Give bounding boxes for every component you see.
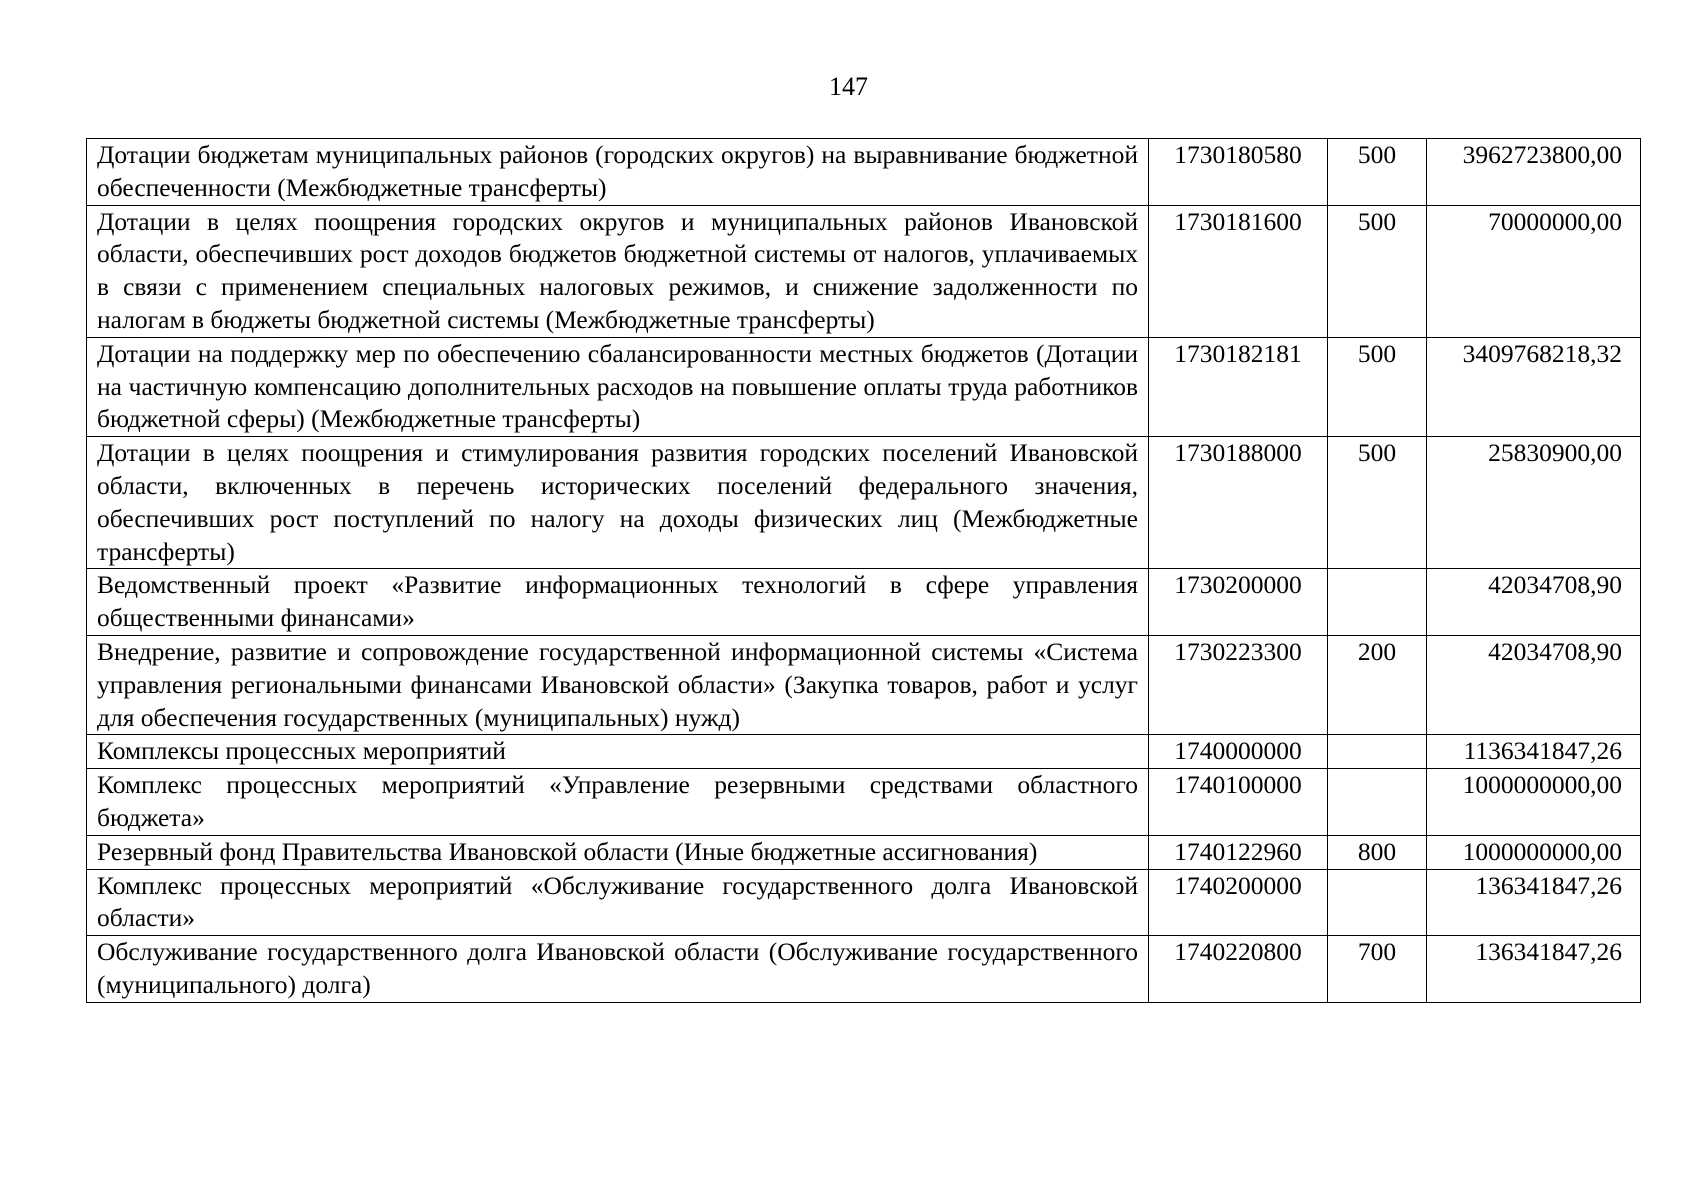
- row-amount: 1000000000,00: [1427, 835, 1641, 869]
- row-target-code: 1740200000: [1149, 869, 1328, 936]
- row-target-code: 1730200000: [1149, 569, 1328, 636]
- row-amount: 70000000,00: [1427, 205, 1641, 337]
- row-expense-type: 200: [1328, 635, 1427, 734]
- row-expense-type: [1328, 569, 1427, 636]
- table-row: [87, 337, 1641, 436]
- row-target-code: 1740122960: [1149, 835, 1328, 869]
- row-target-code: 1730223300: [1149, 635, 1328, 734]
- row-expense-type: 500: [1328, 205, 1427, 337]
- table-row: [87, 835, 1641, 869]
- budget-table: [86, 138, 1641, 1003]
- row-description: Дотации бюджетам муниципальных районов (городских округов) на выравнивание бюджетной обеспеченности (Межбюджетные трансферты): [87, 139, 1149, 206]
- row-description: Комплекс процессных мероприятий «Управление резервными средствами областного бюджета»: [87, 769, 1149, 836]
- row-expense-type: 500: [1328, 337, 1427, 436]
- row-expense-type: 500: [1328, 437, 1427, 569]
- row-target-code: 1740100000: [1149, 769, 1328, 836]
- table-row: [87, 437, 1641, 569]
- row-description: Обслуживание государственного долга Ивановской области (Обслуживание государственного (муниципального) долга): [87, 936, 1149, 1003]
- row-amount: 136341847,26: [1427, 936, 1641, 1003]
- row-target-code: 1740220800: [1149, 936, 1328, 1003]
- row-description: Ведомственный проект «Развитие информационных технологий в сфере управления общественными финансами»: [87, 569, 1149, 636]
- row-target-code: 1730188000: [1149, 437, 1328, 569]
- row-description: Дотации в целях поощрения городских округов и муниципальных районов Ивановской области, обеспечивших рост доходов бюджетов бюджетной системы от налогов, уплачиваемых в связи с применением специальных налоговых режимов, и снижение задолженности по налогам в бюджеты бюджетной системы (Межбюджетные трансферты): [87, 205, 1149, 337]
- table-row: [87, 635, 1641, 734]
- row-target-code: 1740000000: [1149, 735, 1328, 769]
- row-amount: 42034708,90: [1427, 569, 1641, 636]
- row-target-code: 1730180580: [1149, 139, 1328, 206]
- row-amount: 25830900,00: [1427, 437, 1641, 569]
- table-row: [87, 936, 1641, 1003]
- table-row: [87, 869, 1641, 936]
- table-row: [87, 139, 1641, 206]
- page-number: 147: [829, 72, 868, 101]
- row-expense-type: 500: [1328, 139, 1427, 206]
- row-amount: 136341847,26: [1427, 869, 1641, 936]
- row-amount: 1136341847,26: [1427, 735, 1641, 769]
- table-row: [87, 569, 1641, 636]
- row-amount: 42034708,90: [1427, 635, 1641, 734]
- row-amount: 3409768218,32: [1427, 337, 1641, 436]
- row-description: Комплекс процессных мероприятий «Обслуживание государственного долга Ивановской области»: [87, 869, 1149, 936]
- row-expense-type: 700: [1328, 936, 1427, 1003]
- table-row: [87, 735, 1641, 769]
- row-description: Комплексы процессных мероприятий: [87, 735, 1149, 769]
- table-row: [87, 205, 1641, 337]
- row-target-code: 1730181600: [1149, 205, 1328, 337]
- row-description: Дотации на поддержку мер по обеспечению сбалансированности местных бюджетов (Дотации на частичную компенсацию дополнительных расходов на повышение оплаты труда работников бюджетной сферы) (Межбюджетные трансферты): [87, 337, 1149, 436]
- row-description: Внедрение, развитие и сопровождение государственной информационной системы «Система управления региональными финансами Ивановской области» (Закупка товаров, работ и услуг для обеспечения государственных (муниципальных) нужд): [87, 635, 1149, 734]
- row-description: Дотации в целях поощрения и стимулирования развития городских поселений Ивановской области, включенных в перечень исторических поселений федерального значения, обеспечивших рост поступлений по налогу на доходы физических лиц (Межбюджетные трансферты): [87, 437, 1149, 569]
- row-expense-type: [1328, 769, 1427, 836]
- row-description: Резервный фонд Правительства Ивановской области (Иные бюджетные ассигнования): [87, 835, 1149, 869]
- row-target-code: 1730182181: [1149, 337, 1328, 436]
- row-expense-type: [1328, 735, 1427, 769]
- row-amount: 1000000000,00: [1427, 769, 1641, 836]
- row-expense-type: 800: [1328, 835, 1427, 869]
- row-expense-type: [1328, 869, 1427, 936]
- row-amount: 3962723800,00: [1427, 139, 1641, 206]
- table-row: [87, 769, 1641, 836]
